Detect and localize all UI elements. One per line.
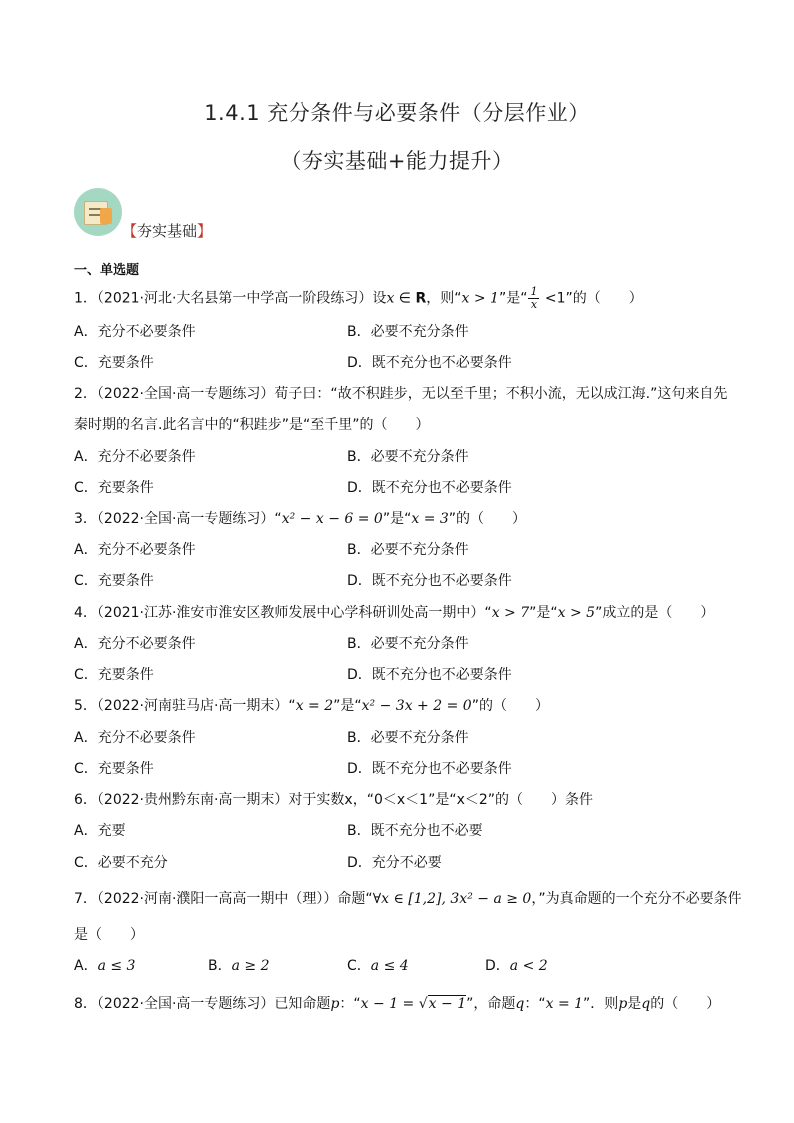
document-subtitle: （夯实基础+能力提升） — [280, 149, 514, 173]
question-2-line2: 秦时期的名言.此名言中的“积跬步”是“至千里”的（ ） — [74, 417, 430, 433]
document-title: 1.4.1 充分条件与必要条件（分层作业） — [204, 101, 590, 125]
q5-option-a[interactable]: A．充分不必要条件 — [74, 730, 196, 746]
fraction: $\frac{1}{x}$ — [530, 285, 538, 311]
question-6: 6．（2022·贵州黔东南·高一期末）对于实数x，“0＜x＜1”是“x＜2”的（ ）条件 — [74, 792, 594, 808]
section-title: 【夯实基础】 — [122, 222, 213, 240]
q1-option-c[interactable]: C．充要条件 — [74, 355, 154, 371]
q4-option-a[interactable]: A．充分不必要条件 — [74, 636, 196, 652]
question-7-line1: 7．（2022·河南·濮阳一高高一期中（理））命题“∀x ∈ [1,2], 3x² − a ≥ 0，”为真命题的一个充分不必要条件 — [74, 891, 742, 907]
worksheet-icon — [74, 188, 122, 236]
section-heading: 一、单选题 — [74, 263, 140, 278]
q4-option-b[interactable]: B．必要不充分条件 — [347, 636, 469, 652]
q5-option-d[interactable]: D．既不充分也不必要条件 — [347, 761, 512, 777]
question-2-line1: 2．（2022·全国·高一专题练习）荀子曰：“故不积跬步，无以至千里；不积小流，无以成江海.”这句来自先 — [74, 386, 728, 402]
q5-option-b[interactable]: B．必要不充分条件 — [347, 730, 469, 746]
q2-option-b[interactable]: B．必要不充分条件 — [347, 449, 469, 465]
q7-option-a[interactable]: A．a ≤ 3 — [74, 958, 136, 974]
q2-option-a[interactable]: A．充分不必要条件 — [74, 449, 196, 465]
question-5: 5．（2022·河南驻马店·高一期末）“x = 2”是“x² − 3x + 2 = 0”的（ ） — [74, 698, 549, 714]
q3-option-a[interactable]: A．充分不必要条件 — [74, 542, 196, 558]
question-3: 3．（2022·全国·高一专题练习）“x² − x − 6 = 0”是“x = 3”的（ ） — [74, 511, 527, 527]
q4-option-d[interactable]: D．既不充分也不必要条件 — [347, 667, 512, 683]
q2-option-c[interactable]: C．充要条件 — [74, 480, 154, 496]
q5-option-c[interactable]: C．充要条件 — [74, 761, 154, 777]
q2-option-d[interactable]: D．既不充分也不必要条件 — [347, 480, 512, 496]
question-4: 4．（2021·江苏·淮安市淮安区教师发展中心学科研训处高一期中）“x > 7”是“x > 5”成立的是（ ） — [74, 605, 715, 621]
q6-option-b[interactable]: B．既不充分也不必要 — [347, 823, 483, 839]
q7-option-c[interactable]: C．a ≤ 4 — [347, 958, 409, 974]
q7-option-b[interactable]: B．a ≥ 2 — [208, 958, 270, 974]
folder-tab-icon — [100, 208, 112, 224]
q7-option-d[interactable]: D．a < 2 — [485, 958, 548, 974]
q1-option-b[interactable]: B．必要不充分条件 — [347, 324, 469, 340]
q1-option-a[interactable]: A．充分不必要条件 — [74, 324, 196, 340]
question-8: 8．（2022·全国·高一专题练习）已知命题p：“x − 1 = √x − 1”，命题q：“x = 1”．则p是q的（ ） — [74, 996, 721, 1012]
q3-option-d[interactable]: D．既不充分也不必要条件 — [347, 573, 512, 589]
q3-option-b[interactable]: B．必要不充分条件 — [347, 542, 469, 558]
q6-option-a[interactable]: A．充要 — [74, 823, 126, 839]
q6-option-c[interactable]: C．必要不充分 — [74, 855, 168, 871]
q4-option-c[interactable]: C．充要条件 — [74, 667, 154, 683]
question-7-line2: 是（ ） — [74, 927, 144, 943]
q6-option-d[interactable]: D．充分不必要 — [347, 855, 442, 871]
q1-option-d[interactable]: D．既不充分也不必要条件 — [347, 355, 512, 371]
question-1: 1．（2021·河北·大名县第一中学高一阶段练习）设x ∈ R，则“x > 1”是“ $\frac{1}{x}$ <1”的（ ） — [74, 285, 643, 311]
q3-option-c[interactable]: C．充要条件 — [74, 573, 154, 589]
sqrt-symbol: √ — [418, 996, 428, 1012]
